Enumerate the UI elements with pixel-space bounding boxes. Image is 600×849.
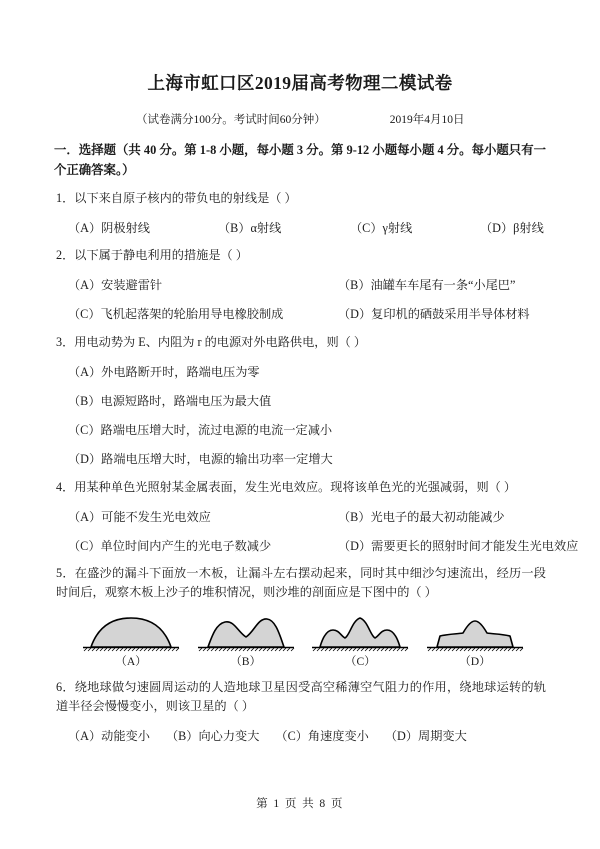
question-3-option-a[interactable]: （A）外电路断开时，路端电压为零	[68, 364, 260, 379]
question-2-option-d[interactable]: （D）复印机的硒鼓采用半导体材料	[338, 307, 530, 322]
question-4-option-b[interactable]: （B）光电子的最大初动能减少	[338, 509, 505, 524]
question-5-stem: 5．在盛沙的漏斗下面放一木板，让漏斗左右摆动起来，同时其中细沙匀速流出，经历一段时间后，观察木板上沙子的堆积情况，则沙堆的剖面应是下图中的（ ）	[56, 566, 546, 600]
question-2-option-b[interactable]: （B）油罐车车尾有一条“小尾巴”	[338, 278, 516, 293]
question-4-stem: 4．用某种单色光照射某金属表面，发生光电效应。现将该单色光的光强减弱，则（ ）	[56, 479, 517, 494]
question-6-options	[54, 727, 546, 745]
sand-pile-double-hump-icon	[194, 614, 298, 654]
question-5-figure-b	[193, 614, 299, 669]
question-4	[54, 478, 579, 556]
question-1-option-c[interactable]: （C）γ射线	[350, 220, 413, 235]
question-1-option-d[interactable]: （D）β射线	[480, 220, 544, 235]
question-4-option-a[interactable]: （A）可能不发生光电效应	[68, 509, 211, 524]
page-title: 上海市虹口区2019届高考物理二模试卷	[147, 73, 453, 93]
exam-info: （试卷满分100分。考试时间60分钟）	[136, 113, 326, 126]
question-2-stem: 2．以下属于静电利用的措施是（ ）	[56, 248, 248, 263]
question-2-options-row-2	[54, 305, 546, 323]
question-3-options-row-1	[54, 363, 546, 381]
question-1	[54, 189, 546, 237]
question-2-options-row-1	[54, 276, 546, 294]
question-3-option-c[interactable]: （C）路端电压增大时，流过电源的电流一定减小	[68, 423, 333, 438]
question-4-option-c[interactable]: （C）单位时间内产生的光电子数减少	[68, 538, 272, 553]
question-3-option-b[interactable]: （B）电源短路时，路端电压为最大值	[68, 393, 272, 408]
question-2-option-a[interactable]: （A）安装避雷针	[68, 278, 163, 293]
question-4-options-row-2	[54, 537, 579, 555]
question-6-stem: 6．绕地球做匀速圆周运动的人造地球卫星因受高空稀薄空气阻力的作用，绕地球运转的轨道半径会慢慢变小，则该卫星的（ ）	[56, 679, 546, 713]
question-5-figure-d-label: （D）	[459, 655, 491, 669]
exam-meta-line	[54, 111, 546, 127]
question-1-option-b[interactable]: （B）α射线	[218, 220, 282, 235]
question-3-options-row-2	[54, 392, 546, 410]
question-5-figure-row	[54, 614, 546, 669]
question-5-figure-d	[422, 614, 528, 669]
sand-pile-single-dome-icon	[79, 614, 183, 654]
question-3-option-d[interactable]: （D）路端电压增大时，电源的输出功率一定增大	[68, 452, 333, 467]
question-5-figure-a-label: （A）	[115, 655, 147, 669]
question-5-figure-c-label: （C）	[344, 655, 376, 669]
question-6-option-a[interactable]: （A）动能变小	[68, 728, 150, 743]
question-5-figure-a	[78, 614, 184, 669]
question-4-options-row-1	[54, 508, 546, 526]
question-5-figure-b-label: （B）	[230, 655, 262, 669]
question-6-option-c[interactable]: （C）角速度变小	[275, 728, 369, 743]
question-6-option-d[interactable]: （D）周期变大	[384, 728, 467, 743]
question-1-option-a[interactable]: （A）阴极射线	[68, 220, 150, 235]
question-5	[54, 564, 546, 669]
section-heading: 一．选择题（共 40 分。第 1-8 小题，每小题 3 分。第 9-12 小题每小题 4 分。每小题只有一个正确答案。）	[54, 142, 546, 177]
page-footer: 第 1 页 共 8 页	[256, 797, 344, 810]
question-3-stem: 3．用电动势为 E、内阻为 r 的电源对外电路供电，则（ ）	[56, 334, 367, 349]
question-4-option-d[interactable]: （D）需要更长的照射时间才能发生光电效应	[338, 538, 579, 553]
exam-date: 2019年4月10日	[389, 113, 465, 126]
question-2	[54, 246, 546, 324]
question-6	[54, 678, 546, 745]
question-5-figure-c	[307, 614, 413, 669]
question-3	[54, 333, 546, 469]
question-6-option-b[interactable]: （B）向心力变大	[165, 728, 260, 743]
question-3-options-row-3	[54, 421, 546, 439]
question-1-options	[54, 219, 546, 237]
sand-pile-triple-hump-icon	[308, 614, 412, 654]
sand-pile-flat-top-icon	[423, 614, 527, 654]
question-1-stem: 1．以下来自原子核内的带负电的射线是（ ）	[56, 190, 297, 205]
question-2-option-c[interactable]: （C）飞机起落架的轮胎用导电橡胶制成	[68, 307, 284, 322]
question-3-options-row-4	[54, 450, 546, 468]
